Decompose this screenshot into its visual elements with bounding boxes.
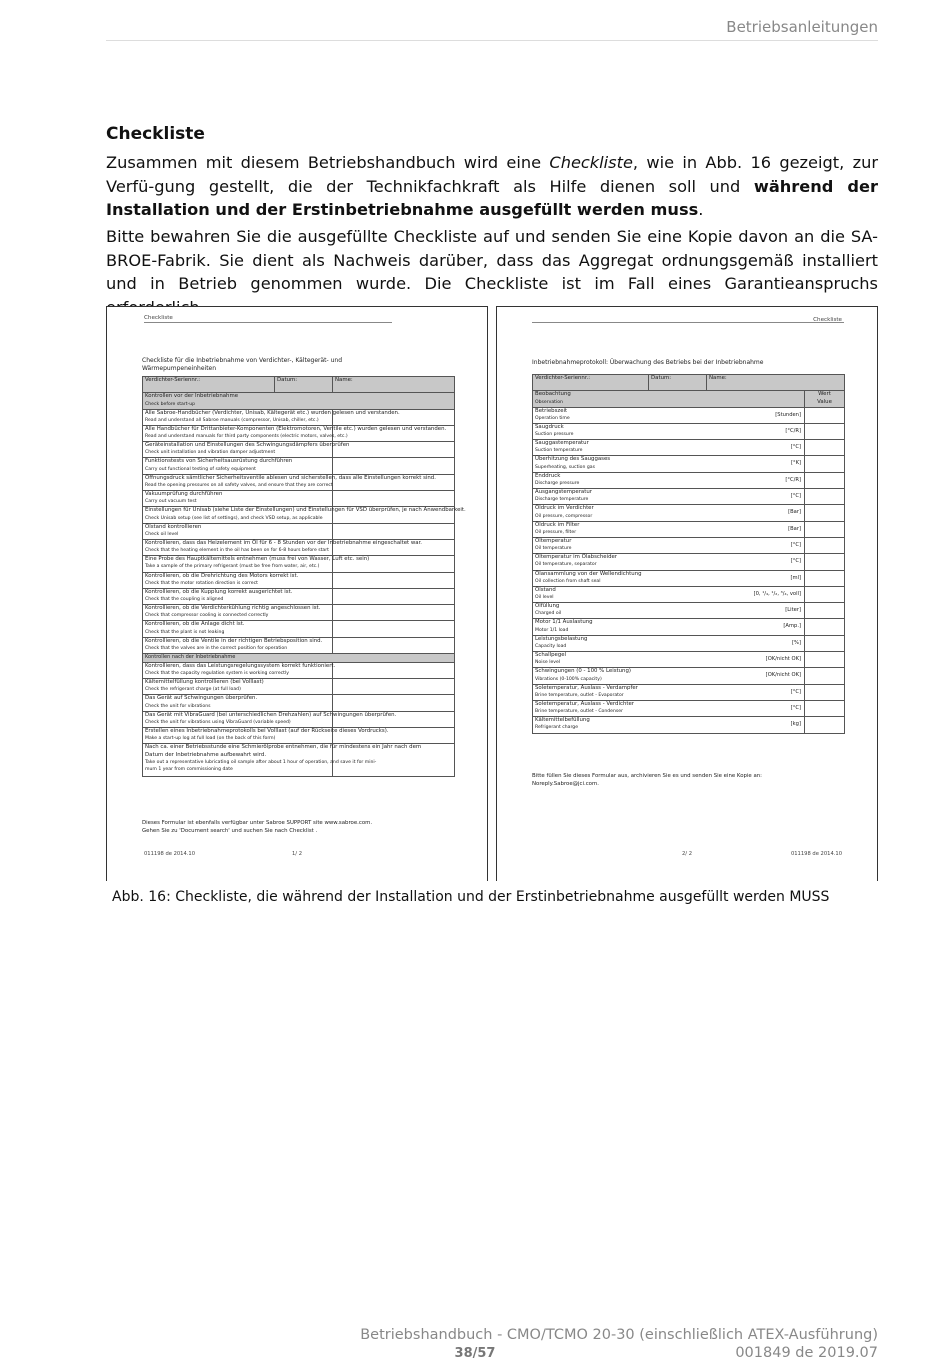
unit-label: [°C] [790, 444, 801, 451]
row-label-de: Kontrollieren, ob die Anlage dicht ist. [145, 621, 245, 628]
check-mark-cell [333, 679, 455, 695]
row-label-en: Read and understand manuals for third party components (electric motors, valves, etc.) [145, 434, 348, 440]
table-row [533, 652, 845, 668]
check-mark-cell [333, 458, 455, 474]
check-item-cell [143, 474, 436, 490]
row-label-de: Kontrollieren, ob die Ventile in der richtigen Betriebsposition sind. [145, 637, 323, 644]
value-cell [805, 717, 845, 733]
table-row [143, 458, 455, 474]
table-row [143, 621, 455, 637]
row-label-de: Saugdruck [535, 423, 564, 430]
check-item-cell [143, 679, 333, 695]
row-label-de: Kontrollieren, ob die Drehrichtung des Motors korrekt ist. [145, 572, 299, 579]
row-label-en: Noise level [535, 660, 561, 666]
observation-cell [533, 700, 805, 716]
check-item-cell [143, 458, 333, 474]
row-label-en: Check the unit for vibrations using VibraGuard (variable speed) [145, 719, 291, 725]
row-label-en: Oil pressure, filter [535, 529, 577, 535]
section-row [143, 654, 455, 663]
intro-text-3: . [698, 200, 704, 219]
table-row [533, 700, 845, 716]
row-label-de: Kontrollieren, dass das Heizelement im Öl für 6 - 8 Stunden vor der Inbetriebnahme eingeschaltet war. [145, 539, 423, 546]
intro-strong: während der Installation und der Erstinbetriebnahme ausgefüllt werden muss [106, 176, 878, 219]
row-label-de: Enddruck [535, 472, 561, 479]
check-mark-cell [333, 621, 455, 637]
row-label-en: Check that the valves are in the correct position for operation [145, 645, 288, 651]
row-label-en: Refrigerant charge [535, 725, 579, 731]
observation-cell [533, 407, 805, 423]
table-row [143, 491, 455, 507]
observation-cell [533, 537, 805, 553]
table-row [143, 744, 455, 777]
observation-cell [533, 684, 805, 700]
table-row [143, 605, 455, 621]
protocol-table [532, 374, 845, 734]
row-label-de: Öltemperatur im Ölabscheider [535, 554, 618, 561]
table-row [533, 505, 845, 521]
row-label-de: Alle Sabroe-Handbücher (Verdichter, Unisab, Kältegerät etc.) wurden gelesen und verstanden. [145, 409, 400, 416]
serial-cell [533, 375, 649, 391]
table-row [533, 570, 845, 586]
table-row [143, 539, 455, 555]
row-label-de: Überhitzung des Sauggases [535, 456, 611, 463]
value-cell [805, 440, 845, 456]
row-label-en: Check oil level [145, 531, 179, 537]
unit-label: [°K] [790, 460, 801, 467]
check-mark-cell [333, 523, 455, 539]
row-label-de: Vakuumprüfung durchführen [145, 491, 223, 498]
row-label-de: Öldruck im Filter [535, 521, 580, 528]
table-row [143, 507, 455, 523]
check-item-cell [143, 744, 422, 777]
footnote-line-2: Gehen Sie zu 'Document search' und suchen Sie nach Checklist . [142, 827, 318, 834]
check-item-cell [143, 507, 466, 523]
serial-cell [143, 377, 275, 393]
row-label-de: Geräteinstallation und Einstellungen des Schwingungsdämpfers überprüfen [145, 442, 350, 449]
section-cell [143, 393, 455, 409]
paragraph-retention: Bitte bewahren Sie die ausgefüllte Checkliste auf und senden Sie eine Kopie davon an die SA-BROE-Fabrik. Sie dient als Nachweis darüber, dass das Aggregat ordnungsgemäß installiert und in Betrieb genommen wurde. Die Checkliste ist im Fall eines Garantieanspruchs [106, 227, 878, 293]
check-item-cell [143, 425, 447, 441]
serial-label: Verdichter-Seriennr.: [535, 375, 591, 381]
check-item-cell [143, 695, 333, 711]
row-label-en: Suction pressure [535, 432, 574, 438]
row-label-de: Kontrollieren, ob die Verdichterkühlung richtig angeschlossen ist. [145, 605, 321, 612]
unit-label: [°C/R] [785, 427, 801, 434]
check-mark-cell [333, 695, 455, 711]
row-label-de: Kontrollen vor der Inbetriebnahme [145, 393, 239, 400]
check-mark-cell [333, 588, 455, 604]
value-cell [805, 489, 845, 505]
row-label-en: mum 1 year from commissioning date [145, 766, 233, 772]
checklist-sheet-page-1 [106, 306, 488, 881]
row-label-en: Oil temperature, separator [535, 562, 597, 568]
section-heading: Checkliste [106, 124, 205, 144]
running-header: Betriebsanleitungen [726, 18, 878, 36]
row-label-de: Ölansammlung von der Wellendichtung [535, 570, 642, 577]
value-cell [805, 537, 845, 553]
table-row [533, 440, 845, 456]
table-header-row [143, 377, 455, 393]
table-row [143, 662, 455, 678]
row-label-de: Ölstand kontrollieren [145, 523, 202, 530]
row-label-de: Kontrollieren, ob die Kupplung korrekt ausgerichtet ist. [145, 588, 293, 595]
header-rule [106, 40, 878, 41]
paragraph-intro [106, 151, 878, 222]
observation-cell [533, 472, 805, 488]
observation-header [533, 391, 805, 407]
row-label-de: Erstellen eines Inbetriebnahmeprotokolls bei Volllast (auf der Rückseite dieses Vordrucks). [145, 728, 389, 735]
table-row [533, 684, 845, 700]
observation-cell [533, 423, 805, 439]
value-cell [805, 570, 845, 586]
table-row [143, 409, 455, 425]
date-cell [649, 375, 707, 391]
observation-cell [533, 717, 805, 733]
intro-emphasis: Checkliste [549, 153, 633, 172]
unit-label: [°C] [790, 558, 801, 565]
check-item-cell [143, 662, 336, 678]
table-row [533, 521, 845, 537]
row-label-en: Superheating, suction gas [535, 464, 595, 470]
protocol-footnote [532, 773, 762, 788]
name-label: Name: [335, 377, 353, 383]
date-label: Datum: [651, 375, 672, 381]
checklist-table [142, 376, 466, 777]
figure-caption: Abb. 16: Checkliste, die während der Installation und der Erstinbetriebnahme ausgefüllt werden MUSS [112, 889, 830, 905]
check-item-cell [143, 637, 333, 653]
row-label-en: Check before start-up [145, 401, 196, 407]
row-label-de: Alle Handbücher für Drittanbieter-Komponenten (Elektromotoren, Ventile etc.) wurden gelesen und verstanden. [145, 425, 447, 432]
check-mark-cell [333, 637, 455, 653]
row-label-de: Sauggastemperatur [535, 440, 589, 447]
check-mark-cell [333, 662, 455, 678]
row-label-de: Funktionstests von Sicherheitsausrüstung durchführen [145, 458, 293, 465]
table-row [143, 728, 455, 744]
row-label-en: Suction temperature [535, 448, 583, 454]
footnote-line-2: Noreply.Sabroe@jci.com. [532, 780, 599, 787]
page-number: 38/57 [454, 1346, 496, 1361]
table-row [143, 637, 455, 653]
unit-label: [Stunden] [775, 411, 801, 418]
table-row [143, 442, 455, 458]
value-cell [805, 684, 845, 700]
intro-text-1: Zusammen mit diesem Betriebshandbuch wird eine [106, 153, 550, 172]
value-cell [805, 619, 845, 635]
row-label-en: Vibrations (0-100% capacity) [535, 676, 602, 682]
unit-label: [%] [792, 639, 801, 646]
row-label-en: Operation time [535, 415, 570, 421]
sheet-corner-rule [532, 322, 844, 323]
value-cell [805, 505, 845, 521]
row-label-en: Read the opening pressures on all safety valves, and ensure that they are correct [145, 482, 333, 488]
table-row [143, 523, 455, 539]
row-label-en: Take out a representative lubricating oil sample after about 1 hour of operation, and save it for mini- [145, 759, 377, 765]
unit-label: [Liter] [785, 607, 801, 614]
row-label-en: Check that the plant is not leaking [145, 629, 225, 635]
row-label-en: Observation [535, 399, 563, 405]
row-label-de: Das Gerät mit VibraGuard (bei unterschiedlichen Drehzahlen) auf Schwingungen überprüfen. [145, 711, 397, 718]
table-row [533, 717, 845, 733]
value-cell [805, 603, 845, 619]
unit-label: [°C] [790, 493, 801, 500]
check-mark-cell [333, 605, 455, 621]
unit-label: [kg] [790, 721, 801, 728]
table-row [533, 668, 845, 684]
unit-label: [°C] [790, 688, 801, 695]
row-label-en: Oil temperature [535, 546, 572, 552]
table-row [533, 407, 845, 423]
check-item-cell [143, 409, 400, 425]
value-cell [805, 700, 845, 716]
table-row [143, 425, 455, 441]
row-label-de: Öffnungsdruck sämtlicher Sicherheitsventile ablesen und sicherstellen, dass alle Einstellungen korrekt sind. [145, 474, 436, 481]
observation-cell [533, 619, 805, 635]
date-cell [275, 377, 333, 393]
table-row [533, 537, 845, 553]
row-label-en: Check the refrigerant charge (at full load) [145, 687, 241, 693]
row-label-en: Discharge temperature [535, 497, 589, 503]
check-item-cell [143, 556, 370, 572]
observation-cell [533, 440, 805, 456]
section-label: Kontrollen nach der Inbetriebnahme [145, 654, 236, 661]
row-label-de: Einstellungen für Unisab (siehe Liste der Einstellungen) und Einstellungen für VSD überprüfen, je nach Anwendbarkeit. [145, 507, 466, 514]
table-row [533, 423, 845, 439]
row-label-de: Leistungsbelastung [535, 635, 588, 642]
value-label-de: Wert [818, 391, 831, 398]
section-cell [143, 654, 455, 663]
row-label-en: Check that the heating element in the oil has been on for 6-8 hours before start [145, 548, 329, 554]
value-cell [805, 668, 845, 684]
row-label-de: Ausgangstemperatur [535, 489, 592, 496]
table-row [143, 588, 455, 604]
row-label-de: Öldruck im Verdichter [535, 505, 594, 512]
row-label-en: Carry out functional testing of safety equipment [145, 466, 256, 472]
value-cell [805, 635, 845, 651]
observation-cell [533, 554, 805, 570]
table-row [143, 572, 455, 588]
row-label-en: Charged oil [535, 611, 562, 617]
row-label-de: Das Gerät auf Schwingungen überprüfen. [145, 695, 258, 702]
check-mark-cell [333, 572, 455, 588]
row-label-de: Kältemittelbefüllung [535, 717, 590, 724]
row-label-de: Öltemperatur [535, 537, 572, 544]
row-label-en: Check that the motor rotation direction is correct [145, 580, 258, 586]
check-item-cell [143, 605, 333, 621]
row-label-de: Beobachtung [535, 391, 571, 398]
column-header-row [533, 391, 845, 407]
unit-label: [0, ¹/₄, ¹/₂, ³/₄, voll] [753, 590, 801, 597]
name-cell [333, 377, 455, 393]
unit-label: [OK/nicht OK] [765, 672, 801, 679]
observation-cell [533, 505, 805, 521]
value-cell [805, 423, 845, 439]
observation-cell [533, 586, 805, 602]
row-label-de: Eine Probe des Hauptkältemittels entnehmen (muss frei von Wasser, Luft etc. sein) [145, 556, 370, 563]
row-label-en: Take a sample of the primary refrigerant (must be free from water, air, etc.) [145, 564, 320, 570]
row-label-en: Check unit installation and vibration damper adjustment [145, 450, 276, 456]
sheet-docno: 011198 de 2014.10 [144, 851, 196, 857]
observation-cell [533, 635, 805, 651]
table-row [533, 586, 845, 602]
sheet-pageno: 1/ 2 [292, 851, 302, 857]
check-mark-cell [333, 491, 455, 507]
unit-label: [°C] [790, 541, 801, 548]
row-label-en: Oil pressure, compressor [535, 513, 593, 519]
value-cell [805, 456, 845, 472]
table-row [143, 556, 455, 572]
check-item-cell [143, 711, 397, 727]
row-label-en: Check that the capacity regulation system is working correctly [145, 671, 289, 677]
check-item-cell [143, 523, 333, 539]
unit-label: [Bar] [788, 525, 801, 532]
row-label-en: Check that the coupling is aligned [145, 597, 224, 603]
row-label-de: Datum der Inbetriebnahme aufbewahrt wird. [145, 751, 267, 758]
check-mark-cell [333, 442, 455, 458]
intro-text-2: , wie in Abb. 16 gezeigt, zur Verfü-gung gestellt, die der Technikfachkraft als Hilfe dienen soll und [106, 153, 878, 196]
check-item-cell [143, 621, 333, 637]
value-cell [805, 472, 845, 488]
row-label-en: Brine temperature, outlet - Condenser [535, 709, 624, 715]
table-row [143, 695, 455, 711]
value-cell [805, 652, 845, 668]
table-row [533, 489, 845, 505]
value-cell [805, 554, 845, 570]
check-item-cell [143, 539, 423, 555]
observation-cell [533, 489, 805, 505]
observation-cell [533, 652, 805, 668]
value-cell [805, 407, 845, 423]
row-label-de: Schallpegel [535, 652, 567, 659]
table-row [533, 472, 845, 488]
footer-manual-title: Betriebshandbuch - CMO/TCMO 20-30 (einschließlich ATEX-Ausführung) [360, 1327, 878, 1343]
unit-label: [°C/R] [785, 476, 801, 483]
row-label-en: Check the unit for vibrations [145, 703, 211, 709]
row-label-de: Kältemittelfüllung kontrollieren (bei Volllast) [145, 679, 264, 686]
name-cell [707, 375, 845, 391]
footnote-line-1: Bitte füllen Sie dieses Formular aus, archivieren Sie es und senden Sie eine Kopie an: [532, 773, 762, 779]
checklist-title: Checkliste für die Inbetriebnahme von Verdichter-, Kältegerät- und Wärmepumpeneinheiten [142, 357, 343, 372]
row-label-en: Make a start-up log at full load (on the back of this form) [145, 736, 276, 742]
sheet-pageno: 2/ 2 [682, 851, 692, 857]
value-label-en: Value [817, 398, 832, 405]
observation-cell [533, 570, 805, 586]
sheet-footnote [142, 820, 372, 835]
unit-label: [°C] [790, 704, 801, 711]
row-label-en: Oil level [535, 595, 554, 601]
row-label-en: Brine temperature, outlet - Evaporator [535, 692, 624, 698]
checklist-sheet-page-2 [496, 306, 878, 881]
row-label-en: Carry out vacuum test [145, 499, 197, 505]
row-label-de: Motor 1/1 Auslastung [535, 619, 593, 626]
row-label-en: Check Unisab setup (see list of settings), and check VSD setup, as applicable [145, 515, 323, 521]
footer-docno: 001849 de 2019.07 [735, 1344, 878, 1361]
value-cell [805, 521, 845, 537]
table-row [533, 619, 845, 635]
row-label-en: Oil collection from shaft seal [535, 578, 601, 584]
row-label-en: Discharge pressure [535, 480, 580, 486]
unit-label: [OK/nicht OK] [765, 656, 801, 663]
table-row [533, 554, 845, 570]
row-label-de: Nach ca. einer Betriebsstunde eine Schmierölprobe entnehmen, die für mindestens ein Jahr nach dem [145, 744, 422, 751]
row-label-de: Ölfüllung [535, 603, 560, 610]
table-row [143, 679, 455, 695]
row-label-de: Soletemperatur, Auslass - Verdampfer [535, 684, 638, 691]
row-label-en: Motor 1/1 load [535, 627, 569, 633]
check-item-cell [143, 572, 333, 588]
row-label-de: Schwingungen (0 - 100 % Leistung) [535, 668, 631, 675]
sheet-corner-rule [144, 322, 392, 323]
date-label: Datum: [277, 377, 298, 383]
section-row [143, 393, 455, 409]
check-item-cell [143, 491, 333, 507]
table-row [533, 603, 845, 619]
observation-cell [533, 603, 805, 619]
value-cell [805, 586, 845, 602]
row-label-de: Soletemperatur, Auslass - Verdichter [535, 700, 635, 707]
observation-cell [533, 456, 805, 472]
check-item-cell [143, 442, 350, 458]
check-item-cell [143, 728, 389, 744]
table-row [143, 711, 455, 727]
unit-label: [ml] [790, 574, 801, 581]
footnote-line-1: Dieses Formular ist ebenfalls verfügbar unter Sabroe SUPPORT site www.sabroe.com. [142, 820, 373, 826]
row-label-en: Capacity load [535, 643, 567, 649]
observation-cell [533, 521, 805, 537]
row-label-de: Betriebszeit [535, 407, 568, 414]
value-header [805, 391, 845, 407]
table-header-row [533, 375, 845, 391]
sheet-corner-label: Checkliste [144, 315, 173, 321]
row-label-de: Ölstand [535, 586, 556, 593]
row-label-de: Kontrollieren, dass das Leistungsregelungssystem korrekt funktioniert. [145, 662, 336, 669]
table-row [533, 456, 845, 472]
row-label-en: Read and understand all Sabroe manuals (compressor, Unisab, chiller, etc.) [145, 417, 319, 423]
serial-label: Verdichter-Seriennr.: [145, 377, 201, 383]
name-label: Name: [709, 375, 727, 381]
protocol-title: Inbetriebnahmeprotokoll: Überwachung des Betriebs bei der Inbetriebnahme [532, 359, 764, 366]
sheet-corner-label: Checkliste [813, 317, 842, 323]
observation-cell [533, 668, 805, 684]
table-row [143, 474, 455, 490]
table-row [533, 635, 845, 651]
check-item-cell [143, 588, 333, 604]
row-label-en: Check that compressor cooling is connected correctly [145, 613, 269, 619]
unit-label: [Bar] [788, 509, 801, 516]
sheet-docno: 011198 de 2014.10 [790, 851, 842, 857]
unit-label: [Amp.] [783, 623, 801, 630]
